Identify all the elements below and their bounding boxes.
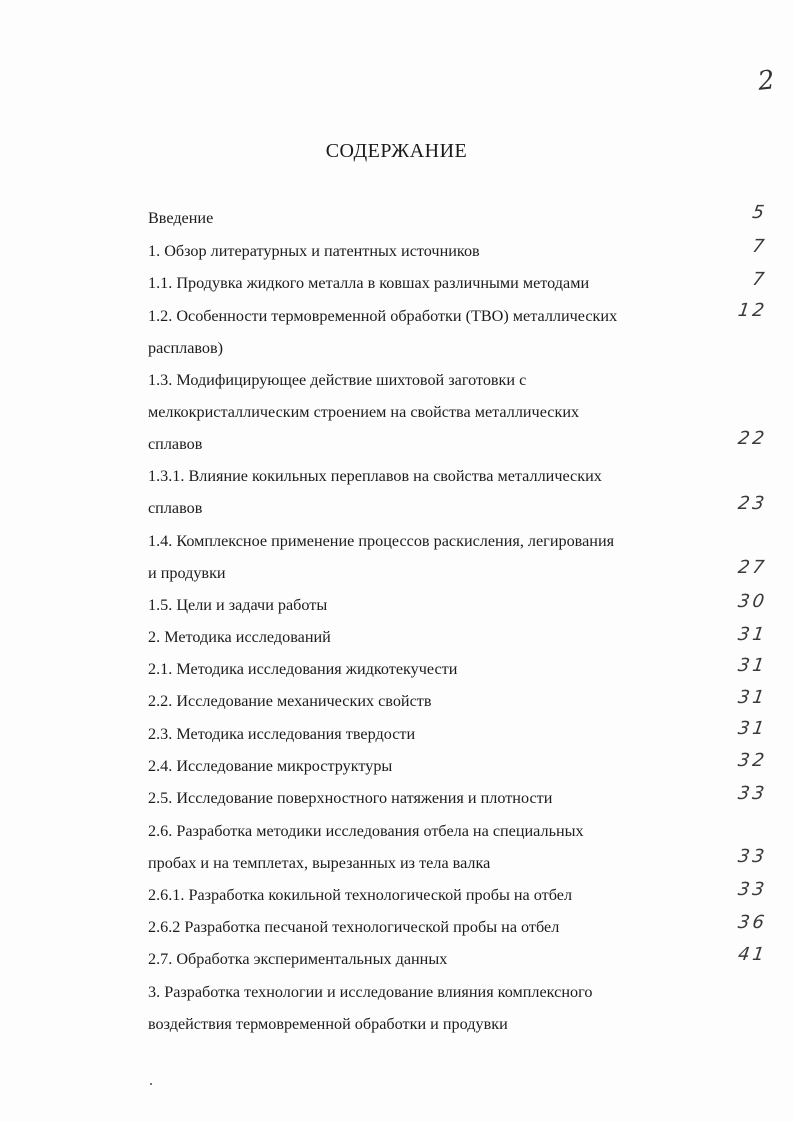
page-title: СОДЕРЖАНИЕ [325,140,468,162]
toc-page-number: 27 [736,557,769,578]
toc-page-number: 31 [736,655,769,676]
toc-entry: расплавов) [148,339,224,357]
toc-entry: 2.7. Обработка экспериментальных данных [148,950,448,968]
toc-entry: 1.4. Комплексное применение процессов раскисления, легирования [148,532,615,550]
toc-entry: 1. Обзор литературных и патентных источников [148,242,480,260]
toc-entry: 2.5. Исследование поверхностного натяжения и плотности [148,789,553,807]
toc-page-number: 32 [736,750,769,771]
toc-entry: 1.3.1. Влияние кокильных переплавов на свойства металлических [148,467,602,485]
toc-page-number: 33 [736,846,769,867]
toc-entry: сплавов [148,435,203,453]
toc-entry: 2.2. Исследование механических свойств [148,692,432,710]
toc-page-number: 33 [736,783,769,804]
toc-page-number: 30 [736,591,769,612]
toc-entry: пробах и на темплетах, вырезанных из тела валка [148,854,491,872]
toc-entry: сплавов [148,499,203,517]
handwritten-page-number: 2 [756,65,777,97]
toc-page-number: 31 [736,687,769,708]
toc-page-number: 31 [736,718,769,739]
toc-entry: 1.3. Модифицирующее действие шихтовой заготовки с [148,371,527,389]
toc-entry: 2. Методика исследований [148,628,331,646]
toc-page-number: 23 [736,493,769,514]
toc-entry: 2.6. Разработка методики исследования отбела на специальных [148,822,584,840]
toc-page-number: 31 [736,624,769,645]
toc-entry: 1.2. Особенности термовременной обработки (ТВО) металлических [148,307,618,325]
toc-page-number: 7 [751,269,769,290]
toc-entry: 2.3. Методика исследования твердости [148,725,416,743]
toc-entry: и продувки [148,564,226,582]
toc-page-number: 5 [751,202,769,223]
toc-entry: мелкокристаллическим строением на свойства металлических [148,403,580,421]
toc-page-number: 7 [751,236,769,257]
toc-entry: 2.1. Методика исследования жидкотекучести [148,660,458,678]
toc-entry: 2.6.2 Разработка песчаной технологической пробы на отбел [148,918,560,936]
toc-entry: 3. Разработка технологии и исследование влияния комплексного [148,983,593,1001]
toc-page-number: 12 [736,300,769,321]
toc-entry: 1.1. Продувка жидкого металла в ковшах различными методами [148,274,590,292]
toc-page-number: 22 [736,428,769,449]
toc-entry: Введение [148,209,214,227]
toc-entry: 1.5. Цели и задачи работы [148,596,328,614]
toc-page-number: 33 [736,879,769,900]
toc-page-number: 41 [736,944,769,965]
toc-page-number: 36 [736,912,769,933]
toc-entry: 2.6.1. Разработка кокильной технологической пробы на отбел [148,886,573,904]
toc-entry: 2.4. Исследование микроструктуры [148,757,393,775]
toc-entry: воздействия термовременной обработки и продувки [148,1015,508,1033]
scan-speck [150,1083,152,1085]
